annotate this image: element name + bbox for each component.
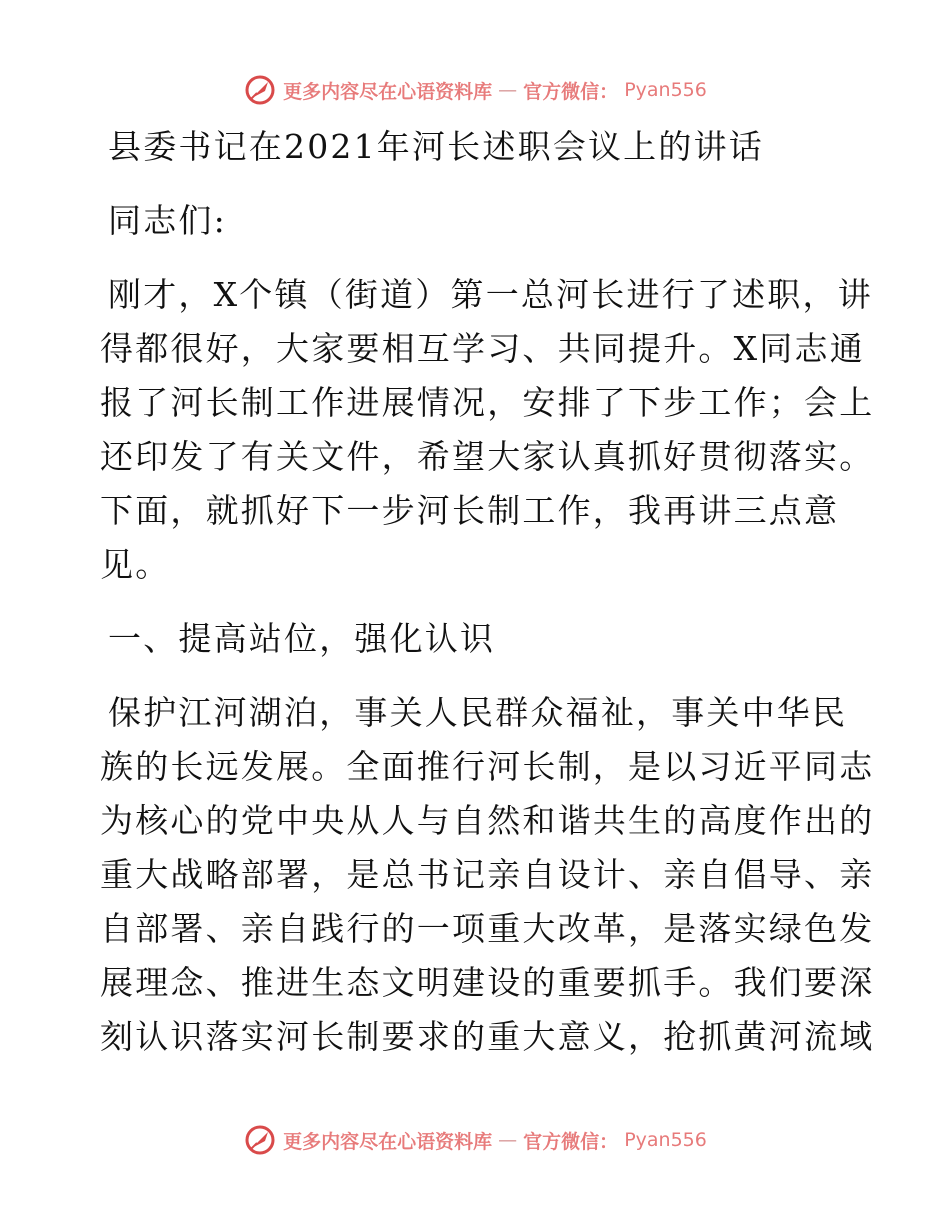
watermark-id: Pyan556 xyxy=(624,79,707,101)
watermark-text: 更多内容尽在心语资料库 xyxy=(283,80,493,103)
paragraph-line: 下面，就抓好下一步河长制工作，我再讲三点意 xyxy=(100,491,840,530)
paragraph-line: 为核心的党中央从人与自然和谐共生的高度作出的 xyxy=(100,801,875,840)
paragraph-line: 重大战略部署，是总书记亲自设计、亲自倡导、亲 xyxy=(100,855,875,894)
document-body xyxy=(100,120,875,1064)
paragraph-line: 报了河长制工作进展情况，安排了下步工作；会上 xyxy=(100,383,875,422)
header-watermark xyxy=(0,70,950,110)
footer-watermark xyxy=(0,1120,950,1160)
paragraph-line: 自部署、亲自践行的一项重大改革，是落实绿色发 xyxy=(100,909,875,948)
paragraph-line: 族的长远发展。全面推行河长制，是以习近平同志 xyxy=(100,747,875,786)
section-heading: 一、提高站位，强化认识 xyxy=(108,619,496,658)
paragraph-2 xyxy=(100,686,875,1064)
watermark-label: 官方微信： xyxy=(523,1130,619,1153)
paragraph-line: 见。 xyxy=(100,545,171,584)
watermark-dash: — xyxy=(498,79,518,101)
paragraph-line: 刻认识落实河长制要求的重大意义，抢抓黄河流域 xyxy=(100,1017,875,1056)
watermark-dash: — xyxy=(498,1129,518,1151)
watermark-label: 官方微信： xyxy=(523,80,619,103)
paragraph-line: 保护江河湖泊，事关人民群众福祉，事关中华民 xyxy=(108,693,848,732)
watermark-id: Pyan556 xyxy=(624,1129,707,1151)
paragraph-line: 还印发了有关文件，希望大家认真抓好贯彻落实。 xyxy=(100,437,875,476)
salutation: 同志们: xyxy=(108,201,227,240)
paragraph-line: 刚才，X个镇（街道）第一总河长进行了述职，讲 xyxy=(108,275,873,314)
document-title: 县委书记在2021年河长述职会议上的讲话 xyxy=(108,127,764,166)
paragraph-line: 得都很好，大家要相互学习、共同提升。X同志通 xyxy=(100,329,865,368)
quill-logo-icon xyxy=(243,73,277,107)
paragraph-line: 展理念、推进生态文明建设的重要抓手。我们要深 xyxy=(100,963,875,1002)
quill-logo-icon xyxy=(243,1123,277,1157)
paragraph-1 xyxy=(100,268,875,592)
watermark-text: 更多内容尽在心语资料库 xyxy=(283,1130,493,1153)
